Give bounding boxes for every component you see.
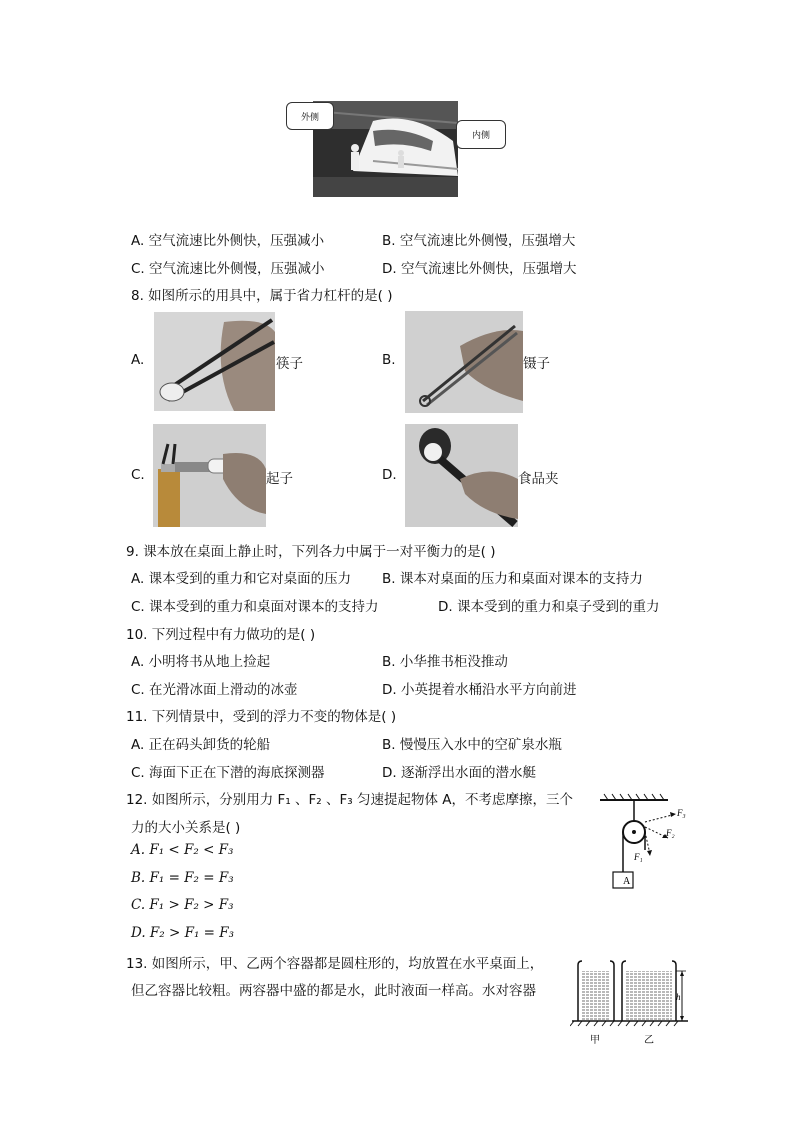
container-jia-water: [582, 971, 610, 1021]
q8-option-d-letter: D.: [382, 467, 397, 483]
height-label: h: [676, 992, 681, 1002]
container-yi-water: [626, 971, 672, 1021]
q9-option-c: C. 课本受到的重力和桌面对课本的支持力: [131, 599, 379, 615]
f3-label: F₃: [677, 808, 686, 818]
outer-side-label: [286, 102, 334, 130]
q7-option-c: C. 空气流速比外侧慢，压强减小: [131, 261, 325, 277]
q11-option-a: A. 正在码头卸货的轮船: [131, 737, 271, 753]
pulley-diagram: [598, 792, 694, 892]
q9-option-b: B. 课本对桌面的压力和桌面对课本的支持力: [382, 571, 643, 587]
outer-side-text: 外侧: [300, 112, 319, 123]
q8-option-c-letter: C.: [131, 467, 145, 483]
container-jia-label: 甲: [590, 1035, 600, 1046]
q7-option-a: A. 空气流速比外侧快，压强减小: [131, 233, 325, 249]
q13-stem-line2: 但乙容器比较粗。两容器中盛的都是水，此时液面一样高。水对容器: [131, 983, 536, 999]
q10-stem: 10. 下列过程中有力做功的是( ): [126, 627, 316, 643]
block-a-label: A: [623, 876, 631, 887]
q8-option-d-caption: 食品夹: [518, 471, 559, 487]
q10-option-a: A. 小明将书从地上捡起: [131, 654, 271, 670]
q12-stem-line1: 12. 如图所示，分别用力 F₁ 、F₂ 、F₃ 匀速提起物体 A，不考虑摩擦，三个: [126, 792, 573, 808]
food-tongs-icon: [405, 424, 518, 527]
q12-option-a: A. F₁ < F₂ < F₃: [131, 842, 234, 858]
train-illustration: [313, 101, 458, 197]
q11-option-d: D. 逐渐浮出水面的潜水艇: [382, 765, 536, 781]
q8-option-b-caption: 镊子: [523, 356, 550, 372]
q10-option-b: B. 小华推书柜没推动: [382, 654, 508, 670]
train-photo: [313, 101, 458, 197]
chopsticks-photo: [154, 312, 275, 411]
q7-option-b: B. 空气流速比外侧慢，压强增大: [382, 233, 576, 249]
q12-option-d: D. F₂ > F₁ = F₃: [131, 925, 235, 941]
q11-option-b: B. 慢慢压入水中的空矿泉水瓶: [382, 737, 562, 753]
q12-option-b: B. F₁ = F₂ = F₃: [131, 870, 234, 886]
q9-stem: 9. 课本放在桌面上静止时，下列各力中属于一对平衡力的是( ): [126, 544, 496, 560]
inner-side-label: [456, 120, 506, 149]
q13-stem-line1: 13. 如图所示，甲、乙两个容器都是圆柱形的，均放置在水平桌面上，: [126, 956, 544, 972]
q11-stem: 11. 下列情景中，受到的浮力不变的物体是( ): [126, 709, 397, 725]
q11-option-c: C. 海面下正在下潜的海底探测器: [131, 765, 325, 781]
q8-option-b-letter: B.: [382, 352, 396, 368]
q9-option-d: D. 课本受到的重力和桌子受到的重力: [438, 599, 660, 615]
f2-label: F₂: [666, 828, 675, 838]
inner-side-text: 内侧: [471, 131, 490, 141]
q7-option-d: D. 空气流速比外侧快，压强增大: [382, 261, 577, 277]
tweezers-photo: [405, 311, 523, 413]
q12-option-c: C. F₁ > F₂ > F₃: [131, 897, 234, 913]
q12-stem-line2: 力的大小关系是( ): [131, 820, 241, 836]
bottle-opener-icon: [153, 424, 266, 527]
food-tongs-photo: [405, 424, 518, 527]
q10-option-d: D. 小英提着水桶沿水平方向前进: [382, 682, 577, 698]
q8-stem: 8. 如图所示的用具中，属于省力杠杆的是( ): [131, 288, 393, 304]
q8-option-c-caption: 起子: [266, 471, 293, 487]
container-yi-label: 乙: [644, 1035, 654, 1046]
tweezers-icon: [405, 311, 523, 413]
f1-label: F₁: [634, 852, 643, 862]
chopsticks-icon: [154, 312, 275, 411]
containers-diagram: [570, 955, 692, 1047]
q10-option-c: C. 在光滑冰面上滑动的冰壶: [131, 682, 298, 698]
q8-option-a-caption: 筷子: [276, 356, 303, 372]
q9-option-a: A. 课本受到的重力和它对桌面的压力: [131, 571, 352, 587]
q8-option-a-letter: A.: [131, 352, 145, 368]
bottle-opener-photo: [153, 424, 266, 527]
